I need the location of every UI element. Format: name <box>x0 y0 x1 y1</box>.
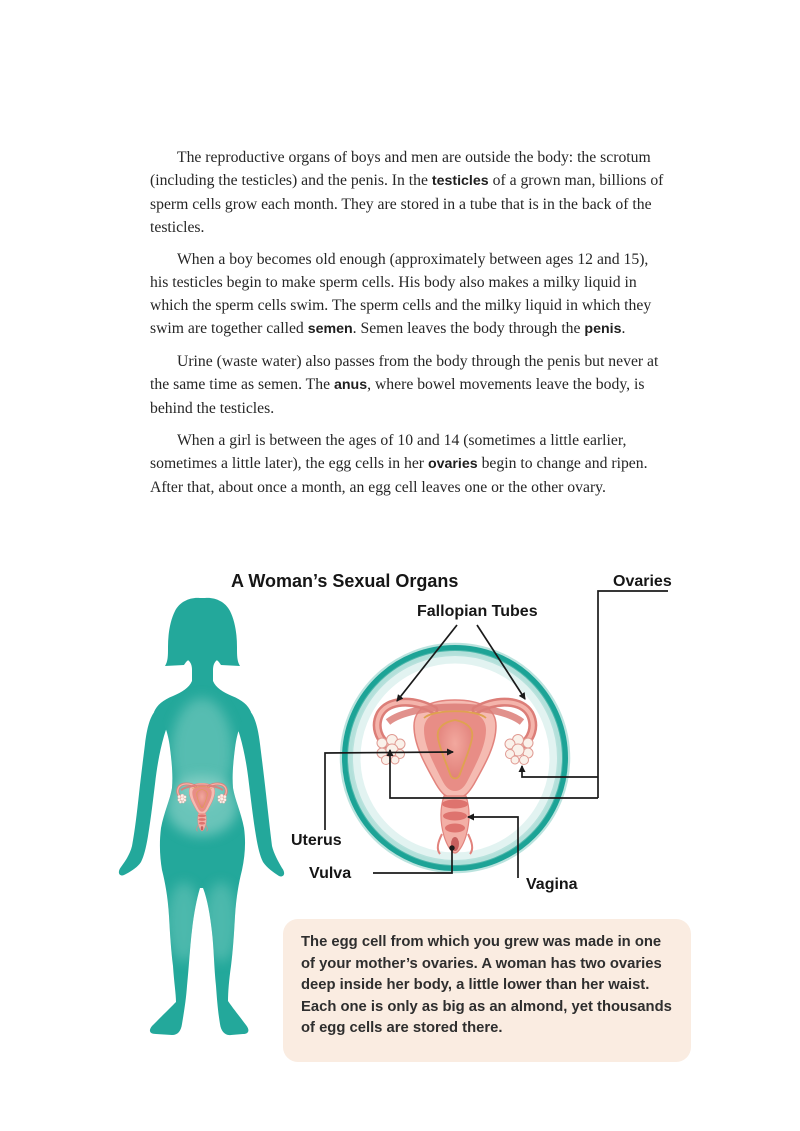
vagina-leader-line <box>468 817 518 878</box>
vulva-dot <box>449 845 454 850</box>
woman-silhouette-illustration <box>100 594 296 1044</box>
callout-text: The egg cell from which you grew was made in one of your mother’s ovaries. A woman has two ovaries deep inside her body, a little lower than her waist. Each one is only as big as an almond, yet thousands of egg cells are stored there. <box>301 934 672 1036</box>
paragraph-sperm-semen: When a boy becomes old enough (approximately between ages 12 and 15), his testicles begin to make sperm cells. His body also makes a milky liquid in which the sperm cells swim. The sperm cells and the milky liquid in which they swim are together called semen. Semen leaves the body through the penis. <box>150 251 652 337</box>
label-fallopian-tubes: Fallopian Tubes <box>417 603 538 620</box>
ovaries-leader-line <box>598 591 668 798</box>
label-vulva: Vulva <box>309 865 352 882</box>
paragraph-girls-ovaries: When a girl is between the ages of 10 and 14 (sometimes a little earlier, sometimes a little later), the egg cells in her ovaries begin to change and ripen. After that, about once a month, an egg cell leaves one or the other ovary. <box>150 432 648 496</box>
fallopian-right-arrow <box>477 625 525 699</box>
callout-box <box>283 919 691 1062</box>
ovary-left-arrow <box>390 750 598 798</box>
fallopian-left-arrow <box>397 625 457 701</box>
vulva-leader-line <box>373 849 452 873</box>
leader-lines <box>280 555 700 910</box>
label-ovaries: Ovaries <box>613 573 672 590</box>
label-vagina: Vagina <box>526 876 578 893</box>
ovary-right-arrow <box>522 766 598 777</box>
body-text <box>150 146 666 508</box>
diagram-title: A Woman’s Sexual Organs <box>231 571 459 591</box>
label-uterus: Uterus <box>291 832 342 849</box>
paragraph-boys-organs: The reproductive organs of boys and men are outside the body: the scrotum (including the testicles) and the penis. In the testicles of a grown man, billions of sperm cells grow each month. They are stored in a tube that is in the back of the testicles. <box>150 149 664 236</box>
paragraph-urine-anus: Urine (waste water) also passes from the body through the penis but never at the same time as semen. The anus, where bowel movements leave the body, is behind the testicles. <box>150 353 659 417</box>
uterus-leader-line <box>325 752 453 830</box>
